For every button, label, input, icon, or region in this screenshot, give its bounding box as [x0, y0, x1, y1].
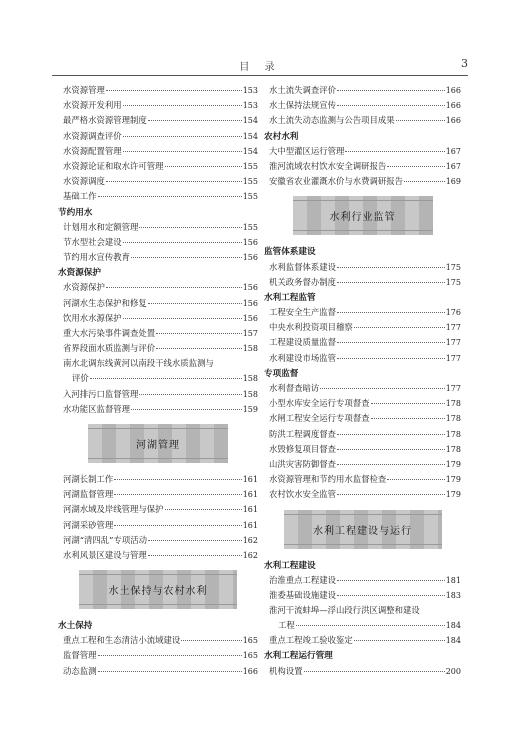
chapter-banner: [264, 510, 461, 549]
toc-entry-title: 节水型社会建设: [63, 236, 122, 247]
toc-entry-page: 162: [242, 550, 258, 560]
toc-entry-page: 158: [242, 344, 258, 354]
toc-entry[interactable]: [264, 145, 461, 160]
toc-entry-title: 监督管理: [63, 650, 97, 661]
toc-entry-page: 165: [242, 636, 258, 646]
toc-entry[interactable]: [264, 160, 461, 175]
leader-dots: [98, 196, 242, 197]
chapter-banner-label: 水利行业监管: [329, 212, 396, 224]
toc-entry-title: 工程: [278, 620, 295, 631]
leader-dots: [320, 388, 444, 389]
chapter-banner: [58, 570, 258, 609]
leader-dots: [337, 105, 445, 106]
toc-entry-page: 161: [242, 474, 258, 484]
header-title: 目 录: [239, 62, 281, 73]
leader-dots: [396, 120, 445, 121]
page-header: [52, 58, 468, 76]
toc-entry-page: 179: [445, 459, 461, 469]
toc-entry[interactable]: [58, 488, 258, 503]
toc-entry-page: 178: [445, 414, 461, 424]
toc-entry-title: 入河排污口监督管理: [63, 388, 139, 399]
toc-entry-title: 机关政务督办制度: [269, 276, 336, 287]
toc-entry-page: 156: [242, 237, 258, 247]
leader-dots: [156, 333, 242, 334]
leader-dots: [387, 166, 444, 167]
toc-entry-page: 167: [445, 146, 461, 156]
toc-entry-title: 水土流失动态监测与公告项目成果: [269, 115, 395, 126]
leader-dots: [106, 181, 242, 182]
leader-dots: [148, 555, 242, 556]
toc-entry-title: 最严格水资源管理制度: [63, 115, 147, 126]
toc-entry[interactable]: [264, 488, 461, 503]
section-heading: 节约用水: [58, 207, 93, 218]
leader-dots: [139, 394, 241, 395]
toc-entry-title: 工程建设质量监督: [269, 337, 336, 348]
toc-entry[interactable]: [58, 251, 258, 266]
toc-entry-title: 山洪灾害防御督查: [269, 458, 336, 469]
leader-dots: [296, 625, 445, 626]
leader-dots: [90, 378, 242, 379]
toc-entry-page: 184: [445, 621, 461, 631]
leader-dots: [337, 282, 445, 283]
leader-dots: [165, 509, 242, 510]
toc-entry-title: 河湖监督管理: [63, 489, 114, 500]
leader-dots: [106, 287, 242, 288]
toc-entry[interactable]: [58, 665, 258, 680]
toc-entry-page: 153: [242, 101, 258, 111]
toc-entry-page: 154: [242, 131, 258, 141]
toc-entry[interactable]: [264, 99, 461, 114]
toc-entry-title: 水资源调查评价: [63, 130, 122, 141]
toc-entry[interactable]: [58, 190, 258, 205]
leader-dots: [98, 655, 242, 656]
toc-entry-page: 155: [242, 192, 258, 202]
toc-entry-title: 水利督查暗访: [269, 383, 320, 393]
section-heading: 专项监督: [264, 368, 299, 379]
toc-entry-title: 南水北调东线黄河以南段干线水质监测与: [63, 358, 214, 369]
toc-entry[interactable]: [58, 327, 258, 342]
toc-entry[interactable]: [264, 443, 461, 458]
toc-entry-page: 155: [242, 161, 258, 171]
toc-entry-page: 178: [445, 399, 461, 409]
toc-entry-title: 河湖采砂管理: [63, 519, 114, 530]
toc-entry-title: 水土流失调查评价: [269, 85, 336, 95]
toc-entry-page: 169: [445, 177, 461, 187]
toc-entry-page: 183: [445, 590, 461, 600]
toc-entry[interactable]: [264, 665, 461, 680]
toc-entry-page: 166: [445, 116, 461, 126]
toc-entry[interactable]: [264, 428, 461, 443]
toc-entry-title: 治淮重点工程建设: [269, 574, 336, 585]
toc-entry-title: 河湖水域及岸线管理与保护: [63, 504, 164, 515]
chapter-banner: [264, 196, 461, 235]
toc-entry-title: 淮委基础设施建设: [269, 589, 336, 600]
leader-dots: [98, 671, 242, 672]
leader-dots: [106, 90, 242, 91]
section-heading: 水利工程监管: [264, 292, 316, 303]
toc-left-column: [58, 84, 258, 680]
chapter-banner-label: 河湖管理: [136, 439, 180, 451]
toc-entry-page: 153: [242, 86, 258, 95]
toc-entry[interactable]: [58, 114, 258, 129]
toc-entry-title: 小型水库安全运行专项督查: [269, 398, 370, 409]
toc-entry-page: 177: [445, 384, 461, 393]
toc-entry[interactable]: [58, 634, 258, 649]
toc-entry[interactable]: [58, 388, 258, 403]
toc-entry-page: 184: [445, 636, 461, 646]
toc-entry[interactable]: [58, 145, 258, 160]
toc-entry[interactable]: [58, 549, 258, 564]
toc-entry[interactable]: [58, 342, 258, 357]
toc-entry[interactable]: [264, 604, 461, 619]
leader-dots: [337, 595, 445, 596]
leader-dots: [404, 181, 445, 182]
toc-entry-page: 166: [242, 666, 258, 676]
toc-entry[interactable]: [58, 649, 258, 664]
toc-entry-page: 154: [242, 116, 258, 126]
toc-entry-page: 161: [242, 520, 258, 530]
toc-entry-title: 大中型灌区运行管理: [269, 145, 345, 156]
toc-entry[interactable]: [264, 306, 461, 321]
toc-entry-page: 154: [242, 146, 258, 156]
leader-dots: [181, 640, 241, 641]
toc-entry-title: 安徽省农业灌溉水价与水费调研报告: [269, 176, 403, 187]
toc-entry-title: 评价: [72, 373, 89, 384]
toc-entry[interactable]: [58, 297, 258, 312]
leader-dots: [354, 640, 445, 641]
toc-entry-title: 中央水利投资项目稽察: [269, 322, 353, 333]
toc-entry-title: 水毁修复项目督查: [269, 443, 336, 454]
leader-dots: [114, 479, 241, 480]
section-heading: 水土保持: [58, 621, 93, 632]
toc-entry[interactable]: [58, 503, 258, 518]
toc-entry[interactable]: [58, 236, 258, 251]
leader-dots: [148, 120, 242, 121]
leader-dots: [123, 318, 242, 319]
toc-entry[interactable]: [58, 221, 258, 236]
toc-entry[interactable]: [58, 130, 258, 145]
toc-entry[interactable]: [58, 99, 258, 114]
toc-entry[interactable]: [264, 84, 461, 99]
toc-entry-title: 水利风景区建设与管理: [63, 549, 147, 560]
toc-entry-page: 166: [445, 101, 461, 111]
leader-dots: [371, 403, 445, 404]
toc-entry-title: 重点工程竣工验收鉴定: [269, 635, 353, 646]
toc-entry-title: 工程安全生产监督: [269, 307, 336, 318]
toc-entry[interactable]: [264, 589, 461, 604]
toc-entry[interactable]: [264, 261, 461, 276]
toc-entry-title: 饮用水水源保护: [63, 312, 122, 323]
toc-entry-page: 156: [242, 283, 258, 293]
toc-entry-title: 水利建设市场监管: [269, 352, 336, 363]
section-heading: 水资源保护: [58, 268, 101, 279]
toc-entry-page: 156: [242, 313, 258, 323]
leader-dots: [337, 267, 445, 268]
toc-entry[interactable]: [264, 458, 461, 473]
leader-dots: [123, 136, 242, 137]
toc-entry-page: 155: [242, 222, 258, 232]
toc-entry[interactable]: [58, 372, 258, 387]
toc-entry-title: 重大水污染事件调查处置: [63, 328, 156, 338]
toc-entry-title: 水功能区监督管理: [63, 403, 130, 414]
toc-entry[interactable]: [264, 412, 461, 427]
toc-entry-title: 河湖“清四乱”专项活动: [63, 534, 147, 545]
toc-entry-title: 水资源开发利用: [63, 100, 122, 111]
toc-entry-page: 175: [445, 277, 461, 287]
toc-entry-page: 167: [445, 161, 461, 171]
leader-dots: [337, 90, 445, 91]
leader-dots: [156, 348, 242, 349]
leader-dots: [337, 580, 445, 581]
toc-entry-page: 179: [445, 490, 461, 500]
toc-entry[interactable]: [264, 321, 461, 336]
toc-entry-title: 基础工作: [63, 191, 97, 202]
leader-dots: [337, 434, 445, 435]
leader-dots: [354, 327, 445, 328]
leader-dots: [345, 151, 444, 152]
chapter-banner-label: 水土保持与农村水利: [108, 586, 208, 598]
toc-entry-page: 181: [445, 575, 461, 585]
toc-entry[interactable]: [264, 114, 461, 129]
leader-dots: [337, 449, 445, 450]
leader-dots: [123, 242, 242, 243]
toc-entry-page: 157: [242, 329, 258, 338]
section-heading: 农村水利: [264, 131, 299, 142]
toc-entry-title: 水利监督体系建设: [269, 261, 336, 272]
toc-entry-title: 农村饮水安全监管: [269, 489, 336, 500]
toc-entry[interactable]: [58, 534, 258, 549]
toc-entry-page: 159: [242, 404, 258, 414]
toc-entry-page: 161: [242, 505, 258, 515]
leader-dots: [304, 671, 445, 672]
toc-entry-title: 水资源保护: [63, 282, 105, 293]
section-heading: 水利工程建设: [264, 560, 316, 571]
toc-entry[interactable]: [58, 519, 258, 534]
leader-dots: [371, 418, 445, 419]
toc-entry[interactable]: [264, 397, 461, 412]
toc-entry-title: 机构设置: [269, 665, 303, 676]
toc-entry-page: 162: [242, 535, 258, 545]
toc-entry[interactable]: [264, 352, 461, 367]
toc-entry[interactable]: [264, 634, 461, 649]
toc-entry-title: 河湖长制工作: [63, 473, 114, 484]
toc-entry-page: 178: [445, 429, 461, 439]
toc-right-column: [264, 84, 461, 680]
toc-entry-page: 155: [242, 177, 258, 187]
toc-entry-page: 176: [445, 308, 461, 318]
leader-dots: [148, 303, 242, 304]
toc-entry-title: 计划用水和定额管理: [63, 221, 139, 232]
leader-dots: [387, 479, 444, 480]
toc-entry[interactable]: [58, 312, 258, 327]
toc-entry[interactable]: [58, 160, 258, 175]
leader-dots: [123, 105, 242, 106]
toc-entry[interactable]: [58, 403, 258, 418]
leader-dots: [139, 227, 241, 228]
toc-entry[interactable]: [58, 175, 258, 190]
toc-entry-title: 河湖水生态保护和修复: [63, 297, 147, 308]
leader-dots: [165, 166, 242, 167]
toc-entry-title: 水闸工程安全运行专项督查: [269, 413, 370, 424]
section-heading: 水利工程运行管理: [264, 651, 333, 662]
page-number: 3: [461, 57, 468, 70]
toc-entry-title: 重点工程和生态清洁小流域建设: [63, 635, 181, 646]
toc-entry-page: 175: [445, 262, 461, 272]
toc-entry-page: 179: [445, 475, 461, 485]
leader-dots: [337, 494, 445, 495]
toc-entry-page: 178: [445, 444, 461, 454]
toc-entry-page: 166: [445, 86, 461, 95]
chapter-banner-label: 水利工程建设与运行: [313, 525, 412, 537]
toc-entry-page: 158: [242, 374, 258, 384]
toc-entry[interactable]: [264, 276, 461, 291]
toc-entry-title: 水资源管理: [63, 85, 105, 95]
leader-dots: [337, 464, 445, 465]
leader-dots: [337, 312, 445, 313]
toc-entry[interactable]: [264, 574, 461, 589]
toc-entry[interactable]: [264, 382, 461, 397]
toc-entry-title: 水资源配置管理: [63, 145, 122, 156]
chapter-banner: [58, 424, 258, 463]
section-heading: 监管体系建设: [264, 247, 316, 258]
leader-dots: [148, 540, 242, 541]
leader-dots: [131, 257, 242, 258]
leader-dots: [131, 409, 242, 410]
leader-dots: [337, 358, 445, 359]
toc-entry[interactable]: [58, 84, 258, 99]
toc-entry-title: 水资源管理和节约用水监督检查: [269, 474, 387, 485]
toc-entry-page: 156: [242, 298, 258, 308]
toc-entry-title: 淮河干流蚌埠—浮山段行洪区调整和建设: [269, 605, 420, 616]
toc-entry-page: 158: [242, 389, 258, 399]
toc-entry-title: 节约用水宣传教育: [63, 252, 130, 263]
leader-dots: [114, 525, 241, 526]
leader-dots: [114, 494, 241, 495]
toc-entry-page: 177: [445, 338, 461, 348]
toc-entry-title: 水资源调度: [63, 176, 105, 187]
toc-entry-page: 156: [242, 253, 258, 263]
toc-entry-title: 淮河流域农村饮水安全调研报告: [269, 160, 387, 171]
leader-dots: [123, 151, 242, 152]
toc-entry-title: 动态监测: [63, 665, 97, 676]
toc-entry-page: 161: [242, 490, 258, 500]
toc-entry-title: 水资源论证和取水许可管理: [63, 160, 164, 171]
toc-entry[interactable]: [58, 473, 258, 488]
toc-entry-page: 200: [445, 666, 461, 676]
toc-entry-title: 水土保持法规宣传: [269, 100, 336, 111]
toc-entry[interactable]: [58, 357, 258, 372]
toc-entry[interactable]: [264, 473, 461, 488]
toc-entry-page: 177: [445, 323, 461, 333]
toc-entry-title: 防洪工程调度督查: [269, 428, 336, 439]
leader-dots: [337, 342, 445, 343]
toc-entry[interactable]: [264, 336, 461, 351]
toc-entry-title: 省界段面水质监测与评价: [63, 343, 156, 354]
toc-entry[interactable]: [264, 619, 461, 634]
toc-entry-page: 177: [445, 353, 461, 363]
toc-entry[interactable]: [58, 281, 258, 296]
toc-entry-page: 165: [242, 651, 258, 661]
toc-entry[interactable]: [264, 175, 461, 190]
